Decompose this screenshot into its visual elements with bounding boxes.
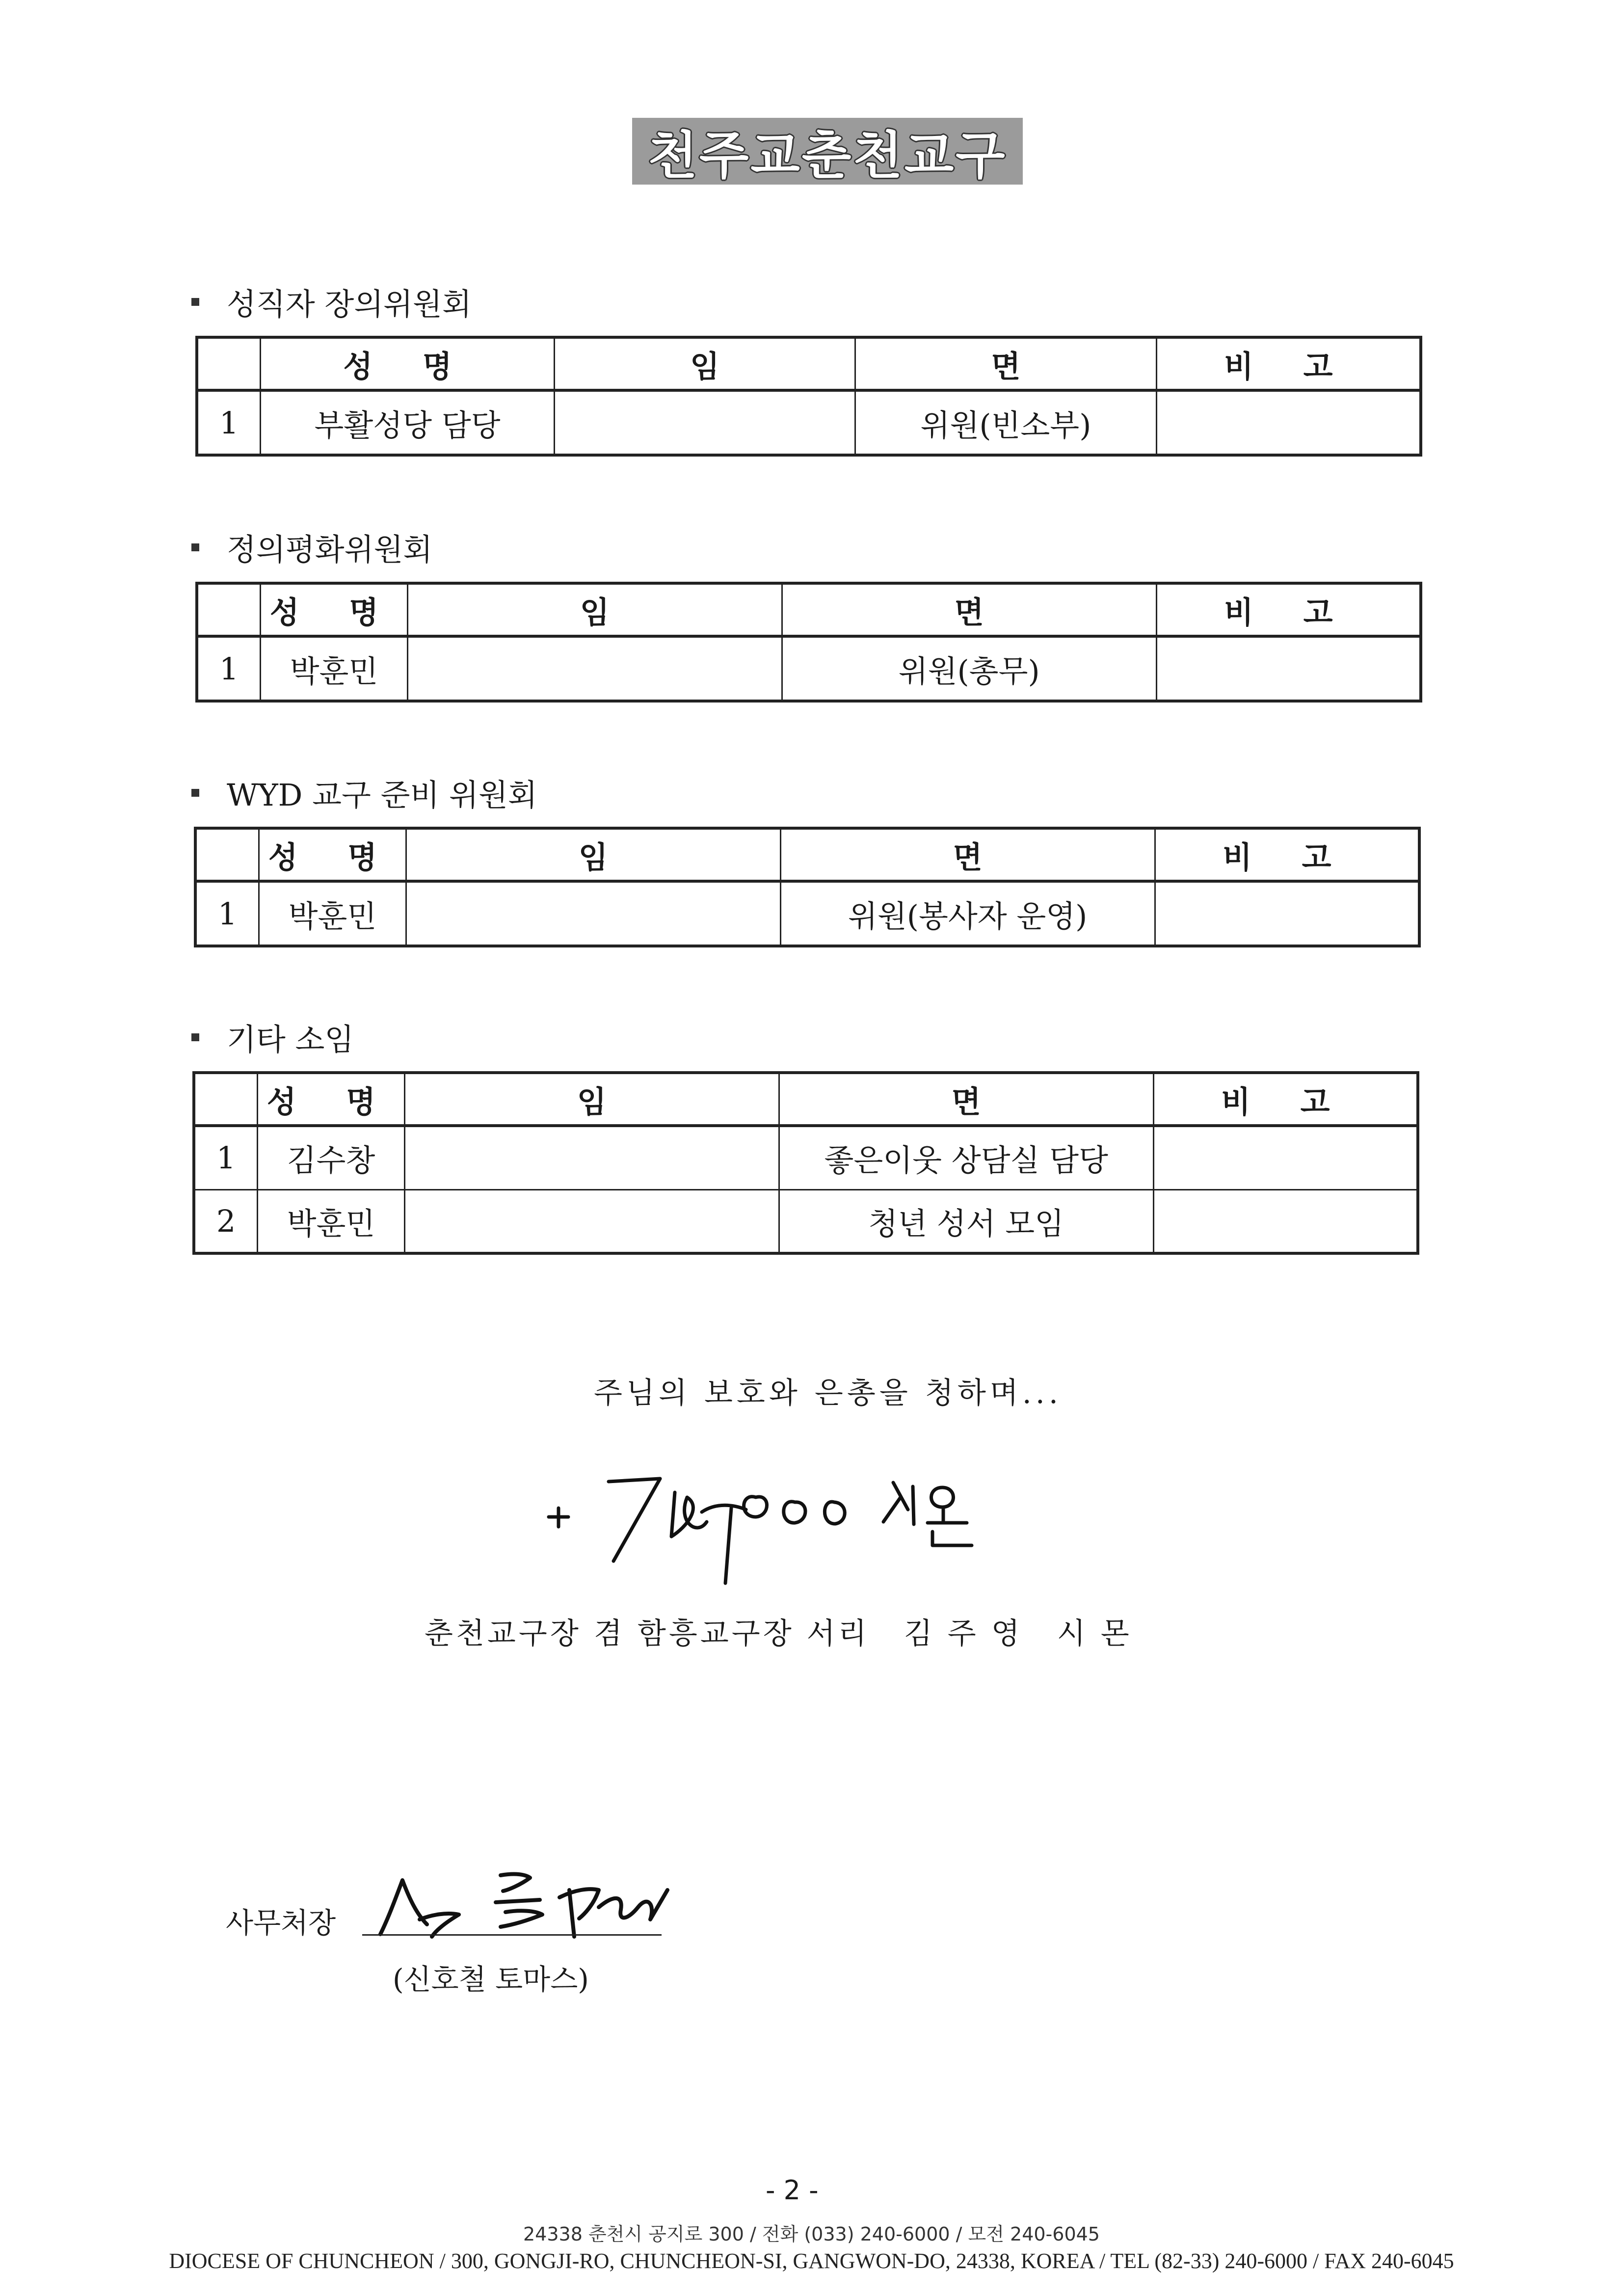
table-header-row <box>194 1073 1418 1126</box>
col-header-role-b: 면 <box>779 1073 1153 1126</box>
table-section-2 <box>195 582 1422 702</box>
cell-role-b: 청년 성서 모임 <box>779 1189 1153 1253</box>
cell-note <box>1156 390 1421 455</box>
col-header-role-b: 면 <box>782 583 1156 636</box>
cell-index: 1 <box>197 636 261 701</box>
secretariat-label: 사무처장 <box>226 1906 336 1940</box>
bullet-icon <box>191 298 199 306</box>
footer-address-english: DIOCESE OF CHUNCHEON / 300, GONGJI-RO, CHUNCHEON-SI, GANGWON-DO, 24338, KOREA / TEL (82-33) 240-6000 / FAX 240-6045 <box>169 2249 1454 2273</box>
cell-index: 2 <box>194 1189 258 1253</box>
section-title-1 <box>191 280 472 324</box>
closing-blessing: 주님의 보호와 은총을 청하며... <box>594 1376 1062 1410</box>
section-title-3 <box>191 771 537 814</box>
table-header-row <box>197 583 1421 636</box>
col-header-role-b: 면 <box>855 337 1156 390</box>
signatory-saint: 시 몬 <box>1057 1617 1132 1651</box>
col-header-name: 성 명 <box>261 583 407 636</box>
page-number: - 2 - <box>766 2175 819 2206</box>
signatory-title: 춘천교구장 겸 함흥교구장 서리 <box>425 1617 870 1651</box>
signature-line <box>362 1934 662 1936</box>
section-title-4 <box>191 1015 354 1059</box>
secretariat-name: (신호철 토마스) <box>393 1963 589 1996</box>
col-header-name: 성 명 <box>259 828 406 881</box>
table-header-row <box>195 828 1419 881</box>
cell-role-b: 위원(봉사자 운영) <box>780 881 1155 946</box>
cell-role-b: 위원(총무) <box>782 636 1156 701</box>
secretariat-signature <box>373 1861 697 1944</box>
cell-name: 김수창 <box>258 1126 404 1189</box>
section-title-text: 기타 소임 <box>227 1022 354 1057</box>
col-header-index <box>194 1073 258 1126</box>
cell-role-a <box>554 390 855 455</box>
cell-role-b: 좋은이웃 상담실 담당 <box>779 1126 1153 1189</box>
col-header-role-b: 면 <box>780 828 1155 881</box>
cell-role-a <box>407 636 782 701</box>
table-section-1 <box>195 336 1422 457</box>
table-row <box>195 881 1419 946</box>
bishop-signature <box>540 1463 1080 1591</box>
section-title-2 <box>191 525 432 569</box>
cell-note <box>1156 636 1421 701</box>
section-title-text: 정의평화위원회 <box>227 532 433 567</box>
table-section-3 <box>194 827 1421 947</box>
table-section-4 <box>192 1071 1419 1255</box>
bullet-icon <box>191 789 199 797</box>
cell-name: 박훈민 <box>258 1189 404 1253</box>
col-header-note: 비 고 <box>1156 583 1421 636</box>
cell-role-a <box>404 1126 779 1189</box>
col-header-note: 비 고 <box>1153 1073 1418 1126</box>
diocese-header <box>632 118 1023 185</box>
table-row <box>194 1189 1418 1253</box>
signatory-name: 김 주 영 <box>904 1617 1023 1651</box>
table-row <box>197 390 1421 455</box>
cell-name: 박훈민 <box>259 881 406 946</box>
section-title-text: 성직자 장의위원회 <box>227 286 472 322</box>
col-header-name: 성 명 <box>261 337 555 390</box>
col-header-role-a: 임 <box>406 828 780 881</box>
bullet-icon <box>191 1033 199 1041</box>
cell-note <box>1153 1189 1418 1253</box>
col-header-role-a: 임 <box>407 583 782 636</box>
section-title-text: WYD 교구 준비 위원회 <box>227 777 537 813</box>
cell-index: 1 <box>197 390 261 455</box>
col-header-role-a: 임 <box>404 1073 779 1126</box>
footer-address-korean: 24338 춘천시 공지로 300 / 전화 (033) 240-6000 / 모전 240-6045 <box>523 2223 1100 2245</box>
cell-name: 박훈민 <box>261 636 407 701</box>
col-header-note: 비 고 <box>1155 828 1419 881</box>
cell-note <box>1153 1126 1418 1189</box>
table-row <box>194 1126 1418 1189</box>
col-header-index <box>197 583 261 636</box>
cell-role-b: 위원(빈소부) <box>855 390 1156 455</box>
cell-note <box>1155 881 1419 946</box>
col-header-index <box>195 828 259 881</box>
col-header-role-a: 임 <box>554 337 855 390</box>
table-header-row <box>197 337 1421 390</box>
cell-index: 1 <box>194 1126 258 1189</box>
table-row <box>197 636 1421 701</box>
cell-role-a <box>404 1189 779 1253</box>
col-header-note: 비 고 <box>1156 337 1421 390</box>
col-header-index <box>197 337 261 390</box>
col-header-name: 성 명 <box>258 1073 404 1126</box>
cell-index: 1 <box>195 881 259 946</box>
cell-role-a <box>406 881 780 946</box>
bullet-icon <box>191 543 199 551</box>
signatory-line <box>425 1610 1132 1652</box>
diocese-header-title: 천주교춘천교구 <box>648 126 1007 186</box>
cell-name: 부활성당 담당 <box>261 390 555 455</box>
